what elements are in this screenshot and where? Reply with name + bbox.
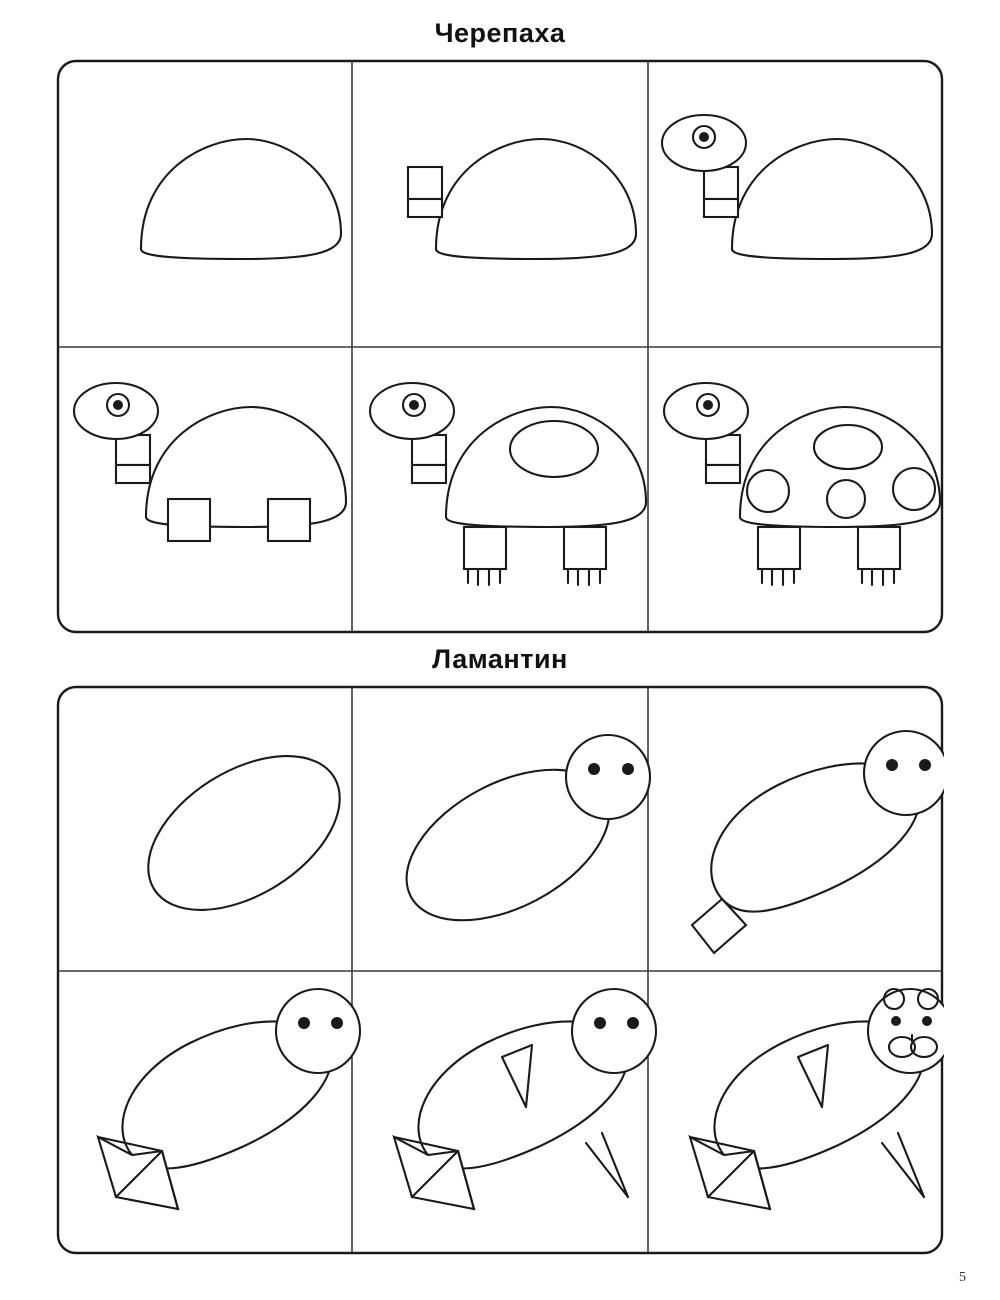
manatee-steps-grid (56, 685, 944, 1255)
manatee-step-6 (690, 989, 944, 1209)
page-number: 5 (959, 1270, 966, 1285)
turtle-step-1 (141, 139, 341, 259)
section-title-turtle: Черепаха (434, 18, 566, 48)
turtle-step-2 (408, 139, 636, 259)
manatee-step-3 (692, 731, 944, 953)
manatee-step-2 (382, 735, 650, 951)
manatee-step-4 (98, 989, 360, 1209)
turtle-steps-grid (56, 59, 944, 634)
manatee-step-5 (394, 989, 656, 1209)
turtle-step-4 (74, 383, 346, 541)
turtle-step-3 (662, 115, 932, 259)
turtle-step-5 (370, 383, 646, 585)
turtle-step-6 (664, 383, 940, 585)
section-title-manatee: Ламантин (432, 644, 568, 674)
manatee-step-1 (121, 724, 366, 942)
